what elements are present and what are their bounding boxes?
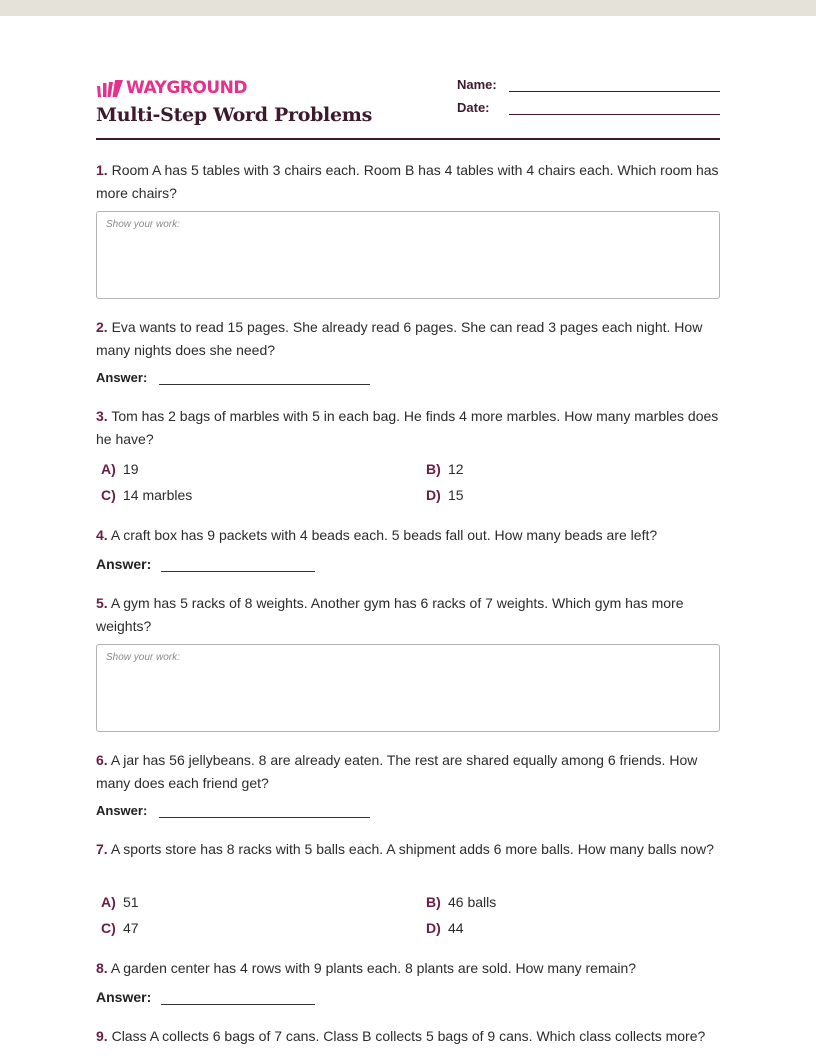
question-number: 1. bbox=[96, 162, 108, 178]
question-text: A garden center has 4 rows with 9 plants each. 8 plants are sold. How many remain? bbox=[110, 960, 637, 976]
question-text: A gym has 5 racks of 8 weights. Another gym has 6 racks of 7 weights. Which gym has more weights? bbox=[96, 595, 684, 634]
question-number: 5. bbox=[96, 595, 108, 611]
question-5 bbox=[96, 592, 720, 637]
question-text: A craft box has 9 packets with 4 beads each. 5 beads fall out. How many beads are left? bbox=[110, 527, 658, 543]
date-row bbox=[457, 100, 720, 115]
worksheet-title: Multi-Step Word Problems bbox=[96, 104, 372, 126]
answer-label: Answer: bbox=[96, 803, 148, 818]
question-number: 9. bbox=[96, 1028, 108, 1044]
option-letter: D) bbox=[426, 487, 441, 503]
question-number: 8. bbox=[96, 960, 108, 976]
answer-row-2 bbox=[96, 370, 370, 385]
option-a[interactable] bbox=[101, 894, 139, 910]
question-text: A jar has 56 jellybeans. 8 are already eaten. The rest are shared equally among 6 friends. How many does each friend get? bbox=[96, 752, 698, 791]
question-4 bbox=[96, 524, 720, 547]
show-work-label: Show your work: bbox=[106, 652, 180, 663]
answer-label: Answer: bbox=[96, 370, 148, 385]
question-2 bbox=[96, 316, 720, 361]
option-letter: B) bbox=[426, 461, 441, 477]
option-c[interactable] bbox=[101, 920, 139, 936]
question-8 bbox=[96, 957, 720, 980]
option-text: 12 bbox=[448, 461, 464, 477]
option-text: 47 bbox=[123, 920, 139, 936]
option-letter: A) bbox=[101, 461, 116, 477]
option-a[interactable] bbox=[101, 461, 139, 477]
name-label: Name: bbox=[457, 77, 497, 92]
option-letter: B) bbox=[426, 894, 441, 910]
question-number: 2. bbox=[96, 319, 108, 335]
question-text: Room A has 5 tables with 3 chairs each. Room B has 4 tables with 4 chairs each. Which room has more chairs? bbox=[96, 162, 719, 201]
option-text: 44 bbox=[448, 920, 464, 936]
question-text: Eva wants to read 15 pages. She already read 6 pages. She can read 3 pages each night. How many nights does she need? bbox=[96, 319, 703, 358]
answer-field-2[interactable] bbox=[159, 371, 370, 385]
answer-label: Answer: bbox=[96, 989, 152, 1005]
work-box-1[interactable] bbox=[96, 211, 720, 299]
worksheet-header bbox=[96, 76, 720, 140]
brand-name: WAYGROUND bbox=[126, 78, 247, 98]
answer-field-6[interactable] bbox=[159, 804, 370, 818]
option-text: 19 bbox=[123, 461, 139, 477]
question-7 bbox=[96, 838, 720, 861]
option-letter: C) bbox=[101, 920, 116, 936]
answer-row-6 bbox=[96, 803, 370, 818]
brand-logo bbox=[96, 78, 247, 98]
answer-field-4[interactable] bbox=[161, 558, 315, 572]
option-text: 14 marbles bbox=[123, 487, 193, 503]
question-1 bbox=[96, 159, 720, 204]
answer-field-8[interactable] bbox=[161, 991, 315, 1005]
date-label: Date: bbox=[457, 100, 490, 115]
question-6 bbox=[96, 749, 720, 794]
question-number: 6. bbox=[96, 752, 108, 768]
option-d[interactable] bbox=[426, 920, 464, 936]
worksheet-page bbox=[0, 16, 816, 1056]
question-9 bbox=[96, 1025, 720, 1048]
question-text: Tom has 2 bags of marbles with 5 in each bag. He finds 4 more marbles. How many marbles does he have? bbox=[96, 408, 719, 447]
question-3 bbox=[96, 405, 720, 450]
name-field[interactable] bbox=[509, 78, 720, 92]
option-letter: A) bbox=[101, 894, 116, 910]
option-b[interactable] bbox=[426, 894, 496, 910]
option-text: 51 bbox=[123, 894, 139, 910]
answer-label: Answer: bbox=[96, 556, 152, 572]
option-b[interactable] bbox=[426, 461, 464, 477]
option-letter: D) bbox=[426, 920, 441, 936]
show-work-label: Show your work: bbox=[106, 219, 180, 230]
option-letter: C) bbox=[101, 487, 116, 503]
option-d[interactable] bbox=[426, 487, 464, 503]
date-field[interactable] bbox=[509, 101, 720, 115]
question-text: A sports store has 8 racks with 5 balls each. A shipment adds 6 more balls. How many balls now? bbox=[110, 841, 714, 857]
work-box-5[interactable] bbox=[96, 644, 720, 732]
option-text: 15 bbox=[448, 487, 464, 503]
name-row bbox=[457, 77, 720, 92]
question-number: 3. bbox=[96, 408, 108, 424]
answer-row-4 bbox=[96, 556, 315, 572]
answer-row-8 bbox=[96, 989, 315, 1005]
wayground-logo-icon bbox=[96, 79, 124, 98]
option-text: 46 balls bbox=[448, 894, 497, 910]
option-c[interactable] bbox=[101, 487, 192, 503]
question-number: 4. bbox=[96, 527, 108, 543]
question-number: 7. bbox=[96, 841, 108, 857]
question-text: Class A collects 6 bags of 7 cans. Class B collects 5 bags of 9 cans. Which class collects more? bbox=[111, 1028, 706, 1044]
